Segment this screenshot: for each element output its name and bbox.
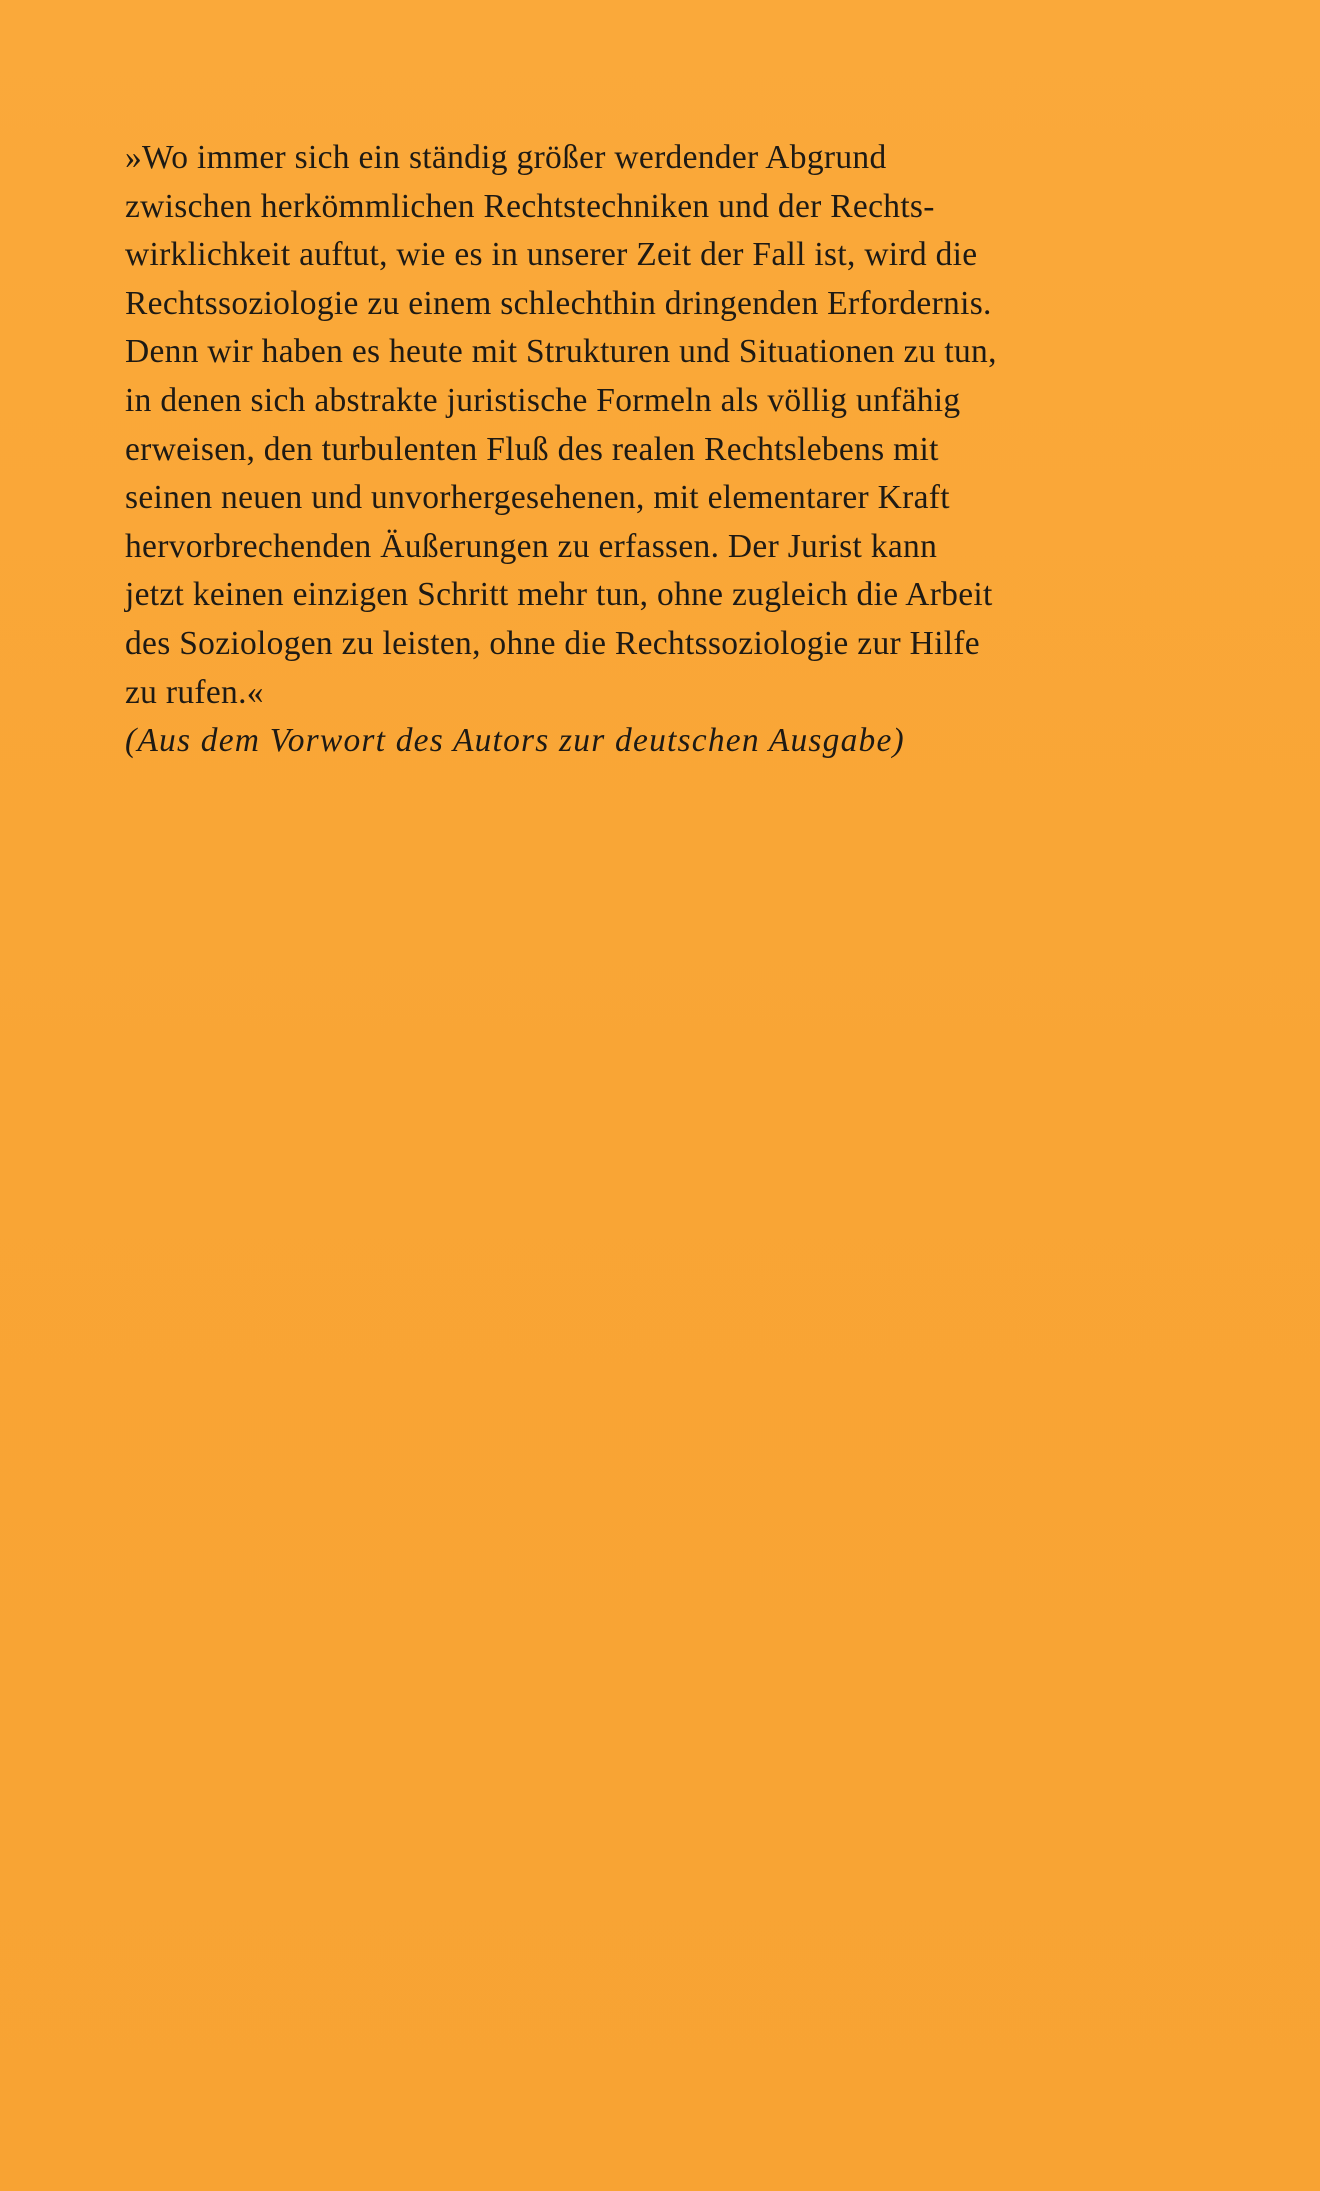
quote-line: erweisen, den turbulenten Fluß des realen Rechtslebens mit <box>125 430 939 468</box>
quote-line: seinen neuen und unvorhergesehenen, mit elementarer Kraft <box>125 479 950 517</box>
quote-line: »Wo immer sich ein ständig größer werdender Abgrund <box>125 139 887 176</box>
quote-line: zwischen herkömmlichen Rechtstechniken und der Rechts- <box>125 187 935 225</box>
quote-line: wirklichkeit auftut, wie es in unserer Zeit der Fall ist, wird die <box>125 236 978 274</box>
quote-line: zu rufen.« <box>125 673 264 711</box>
quote-line: Denn wir haben es heute mit Strukturen und Situationen zu tun, <box>125 333 997 371</box>
quote-line: in denen sich abstrakte juristische Formeln als völlig unfähig <box>125 381 961 419</box>
quote-line: Rechtssoziologie zu einem schlechthin dringenden Erfordernis. <box>125 284 992 322</box>
quote-line: jetzt keinen einzigen Schritt mehr tun, ohne zugleich die Arbeit <box>125 576 993 614</box>
quote-line: hervorbrechenden Äußerungen zu erfassen. Der Jurist kann <box>125 527 938 565</box>
quote-block <box>125 134 1225 766</box>
quote-attribution: (Aus dem Vorwort des Autors zur deutschen Ausgabe) <box>125 722 905 760</box>
quote-line: des Soziologen zu leisten, ohne die Rechtssoziologie zur Hilfe <box>125 624 980 662</box>
